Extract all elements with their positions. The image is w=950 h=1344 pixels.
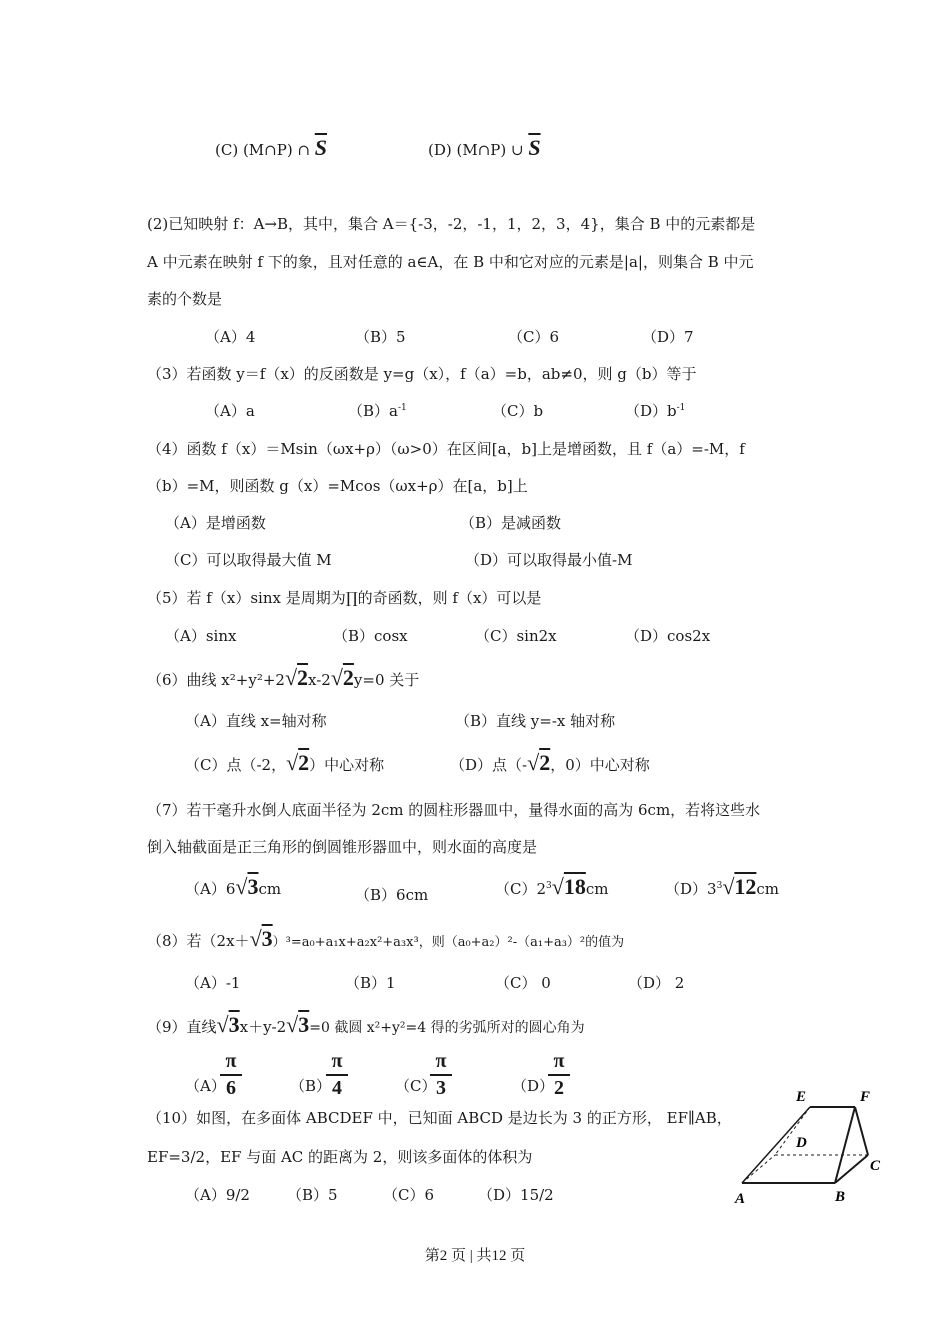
q9-option-a-label: （A） bbox=[185, 1077, 226, 1095]
q8-option-b: （B）1 bbox=[345, 974, 396, 992]
q3-line-1: （3）若函数 y＝f（x）的反函数是 y=g（x），f（a）=b，ab≠0，则 g（b）等于 bbox=[147, 365, 697, 383]
q4-line-2: （b）=M，则函数 g（x）=Mcos（ωx+ρ）在[a，b]上 bbox=[147, 477, 528, 495]
q5-line-1: （5）若 f（x）sinx 是周期为∏的奇函数，则 f（x）可以是 bbox=[147, 589, 542, 607]
q9-option-a-fraction: π 6 bbox=[220, 1050, 242, 1100]
q4-line-1: （4）函数 f（x）＝Msin（ωx+ρ）（ω>0）在区间[a，b]上是增函数，且 f（a）=-M，f bbox=[147, 440, 745, 458]
polyhedron-figure bbox=[730, 1085, 900, 1210]
q2-line-1: (2)已知映射 f：A→B，其中，集合 A＝{-3，-2，-1，1，2，3，4}，集合 B 中的元素都是 bbox=[147, 215, 756, 233]
sqrt-2: √2 bbox=[286, 750, 310, 775]
q10-option-c: （C）6 bbox=[383, 1186, 435, 1204]
q6-option-a: （A）直线 x=轴对称 bbox=[185, 712, 327, 730]
q2-line-2: A 中元素在映射 f 下的象，且对任意的 a∈A，在 B 中和它对应的元素是|a|，则集合 B 中元 bbox=[147, 253, 754, 271]
q4-option-d: （D）可以取得最小值-M bbox=[465, 551, 633, 569]
q2-option-a: （A）4 bbox=[205, 328, 256, 346]
page-footer: 第2 页 | 共12 页 bbox=[424, 1248, 526, 1264]
cbrt-18: √18 bbox=[551, 874, 586, 899]
q10-option-b: （B）5 bbox=[287, 1186, 338, 1204]
q6-line-1: （6）曲线 x²+y²+2√2x-2√2y=0 关于 bbox=[147, 665, 420, 690]
q6-option-b: （B）直线 y=-x 轴对称 bbox=[455, 712, 616, 730]
q9-option-d-label: （D） bbox=[512, 1077, 555, 1095]
q2-option-c: （C）6 bbox=[508, 328, 560, 346]
q1-option-d: (D) (M∩P) ∪ $\overline{S}$ bbox=[428, 135, 541, 160]
q5-option-b: （B）cosx bbox=[333, 627, 408, 645]
q3-option-c: （C）b bbox=[492, 402, 544, 420]
q8-line-1: （8）若（2x＋√3）³=a₀+a₁x+a₂x²+a₃x³，则（a₀+a₂）²-（a₁+a₃）²的值为 bbox=[147, 926, 625, 951]
q7-option-a: （A）6√3cm bbox=[185, 874, 282, 899]
q7-option-c: $(C)2^3√18cm$ bbox=[495, 874, 609, 899]
q7-line-1: （7）若干毫升水倒人底面半径为 2cm 的圆柱形器皿中，量得水面的高为 6cm，若将这些水 bbox=[147, 801, 761, 819]
q9-line-1: （9）直线√3x＋y-2√3=0 截圆 x²+y²=4 得的劣弧所对的圆心角为 bbox=[147, 1012, 585, 1037]
q9-option-d-fraction: π 2 bbox=[548, 1050, 570, 1100]
sqrt-2: √2 bbox=[527, 750, 551, 775]
q3-option-b: $(B)a^{-1}$ bbox=[348, 402, 407, 420]
sqrt-2: √2 bbox=[284, 665, 309, 690]
q10-line-1: （10）如图，在多面体 ABCDEF 中，已知面 ABCD 是边长为 3 的正方形， EF∥AB， bbox=[147, 1109, 732, 1127]
q4-option-a: （A）是增函数 bbox=[165, 514, 266, 532]
q8-option-c: （C） 0 bbox=[495, 974, 551, 992]
label-c: C bbox=[870, 1158, 881, 1174]
set-s-bar: $\overline{S}$ bbox=[314, 135, 328, 160]
cbrt-12: √12 bbox=[722, 874, 757, 899]
q10-option-a: （A）9/2 bbox=[185, 1186, 250, 1204]
q7-line-2: 倒入轴截面是正三角形的倒圆锥形器皿中，则水面的高度是 bbox=[147, 838, 538, 856]
sqrt-2: √2 bbox=[330, 665, 354, 690]
q4-option-c: （C）可以取得最大值 M bbox=[165, 551, 332, 569]
label-f: F bbox=[860, 1089, 871, 1105]
label-a: A bbox=[735, 1191, 746, 1207]
q10-line-2: EF=3/2，EF 与面 AC 的距离为 2，则该多面体的体积为 bbox=[147, 1148, 533, 1166]
q2-line-3: 素的个数是 bbox=[147, 290, 223, 308]
q4-option-b: （B）是减函数 bbox=[460, 514, 562, 532]
sqrt-3: √3 bbox=[235, 874, 259, 899]
q9-option-b-label: （B） bbox=[290, 1077, 332, 1095]
q5-option-a: （A）sinx bbox=[165, 627, 237, 645]
q9-option-b-fraction: π 4 bbox=[326, 1050, 348, 1100]
q7-option-b: （B）6cm bbox=[355, 886, 429, 904]
q2-option-b: （B）5 bbox=[355, 328, 406, 346]
q7-option-d: $(D)3^3√12cm$ bbox=[665, 874, 780, 899]
sqrt-3: √3 bbox=[286, 1012, 310, 1037]
q5-option-d: （D）cos2x bbox=[625, 627, 711, 645]
q6-option-c: （C）点（-2，√2）中心对称 bbox=[185, 750, 385, 775]
q1-option-c: (C) (M∩P) ∩ $\overline{S}$ bbox=[215, 135, 328, 160]
q9-option-c-fraction: π 3 bbox=[430, 1050, 452, 1100]
q3-option-d: $(D)b^{-1}$ bbox=[625, 402, 686, 420]
label-d: D bbox=[796, 1135, 807, 1151]
q8-option-d: （D） 2 bbox=[628, 974, 685, 992]
label-b: B bbox=[835, 1189, 846, 1205]
label-e: E bbox=[796, 1089, 807, 1105]
q10-option-d: （D）15/2 bbox=[478, 1186, 554, 1204]
set-s-bar: $\overline{S}$ bbox=[528, 135, 541, 160]
q3-option-a: （A）a bbox=[205, 402, 255, 420]
sqrt-3: √3 bbox=[216, 1012, 240, 1037]
q8-option-a: （A）-1 bbox=[185, 974, 241, 992]
q9-option-c-label: （C） bbox=[395, 1077, 437, 1095]
q6-option-d: （D）点（-√2，0）中心对称 bbox=[450, 750, 650, 775]
q2-option-d: （D）7 bbox=[642, 328, 694, 346]
q5-option-c: （C）sin2x bbox=[475, 627, 557, 645]
sqrt-3: √3 bbox=[249, 926, 273, 951]
